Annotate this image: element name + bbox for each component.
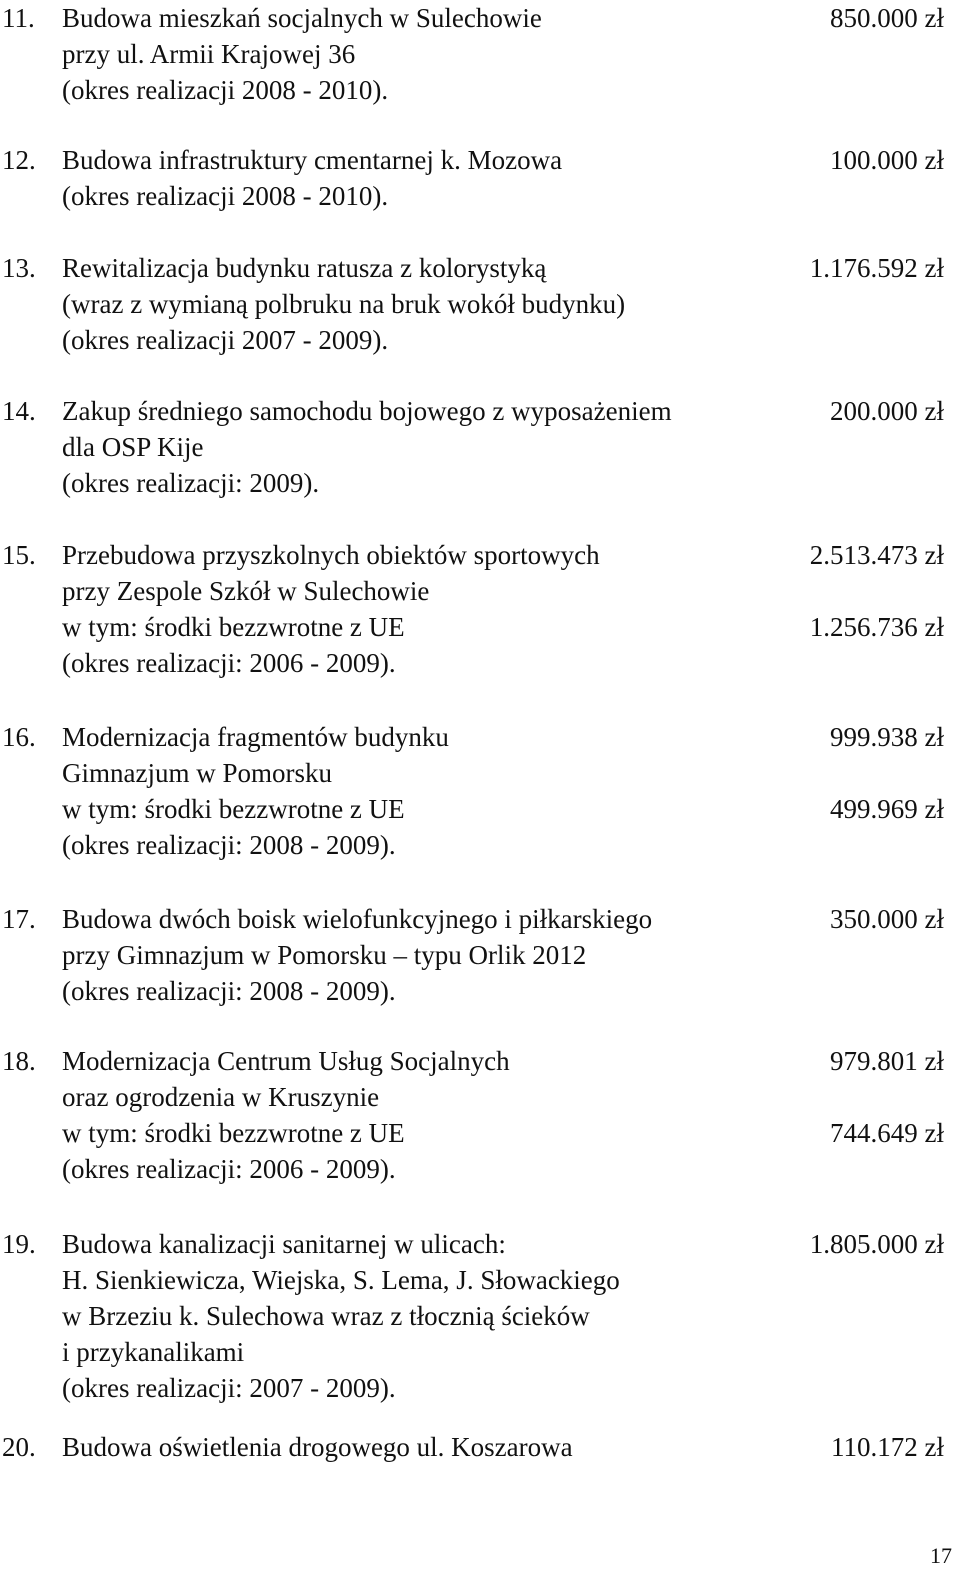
- item-text: w tym: środki bezzwrotne z UE: [62, 794, 405, 824]
- item-text: Modernizacja Centrum Usług Socjalnych: [62, 1046, 510, 1076]
- item-line: [0, 393, 960, 429]
- item-text: (okres realizacji: 2009).: [62, 468, 320, 498]
- item-amount: 1.176.592 zł: [809, 253, 944, 283]
- item-text: Gimnazjum w Pomorsku: [62, 758, 332, 788]
- item-amount: 999.938 zł: [830, 722, 944, 752]
- list-item-13: [0, 250, 960, 358]
- item-text: Budowa infrastruktury cmentarnej k. Mozowa: [62, 145, 563, 175]
- item-text: Budowa mieszkań socjalnych w Sulechowie: [62, 3, 542, 33]
- item-line: [0, 537, 960, 573]
- item-text: Modernizacja fragmentów budynku: [62, 722, 449, 752]
- item-amount: 2.513.473 zł: [809, 540, 944, 570]
- item-amount: 744.649 zł: [830, 1118, 944, 1148]
- item-line: [0, 573, 960, 609]
- item-number: 15.: [2, 540, 36, 570]
- item-number: 20.: [2, 1432, 36, 1462]
- item-line: [0, 1226, 960, 1262]
- list-item-17: [0, 901, 960, 1009]
- item-text: (okres realizacji: 2006 - 2009).: [62, 648, 396, 678]
- item-line: [0, 1298, 960, 1334]
- item-line: [0, 827, 960, 863]
- item-line: [0, 609, 960, 645]
- item-line: [0, 178, 960, 214]
- item-line: [0, 1334, 960, 1370]
- item-line: [0, 250, 960, 286]
- item-text: (okres realizacji 2008 - 2010).: [62, 181, 389, 211]
- item-number: 11.: [2, 3, 35, 33]
- item-line: [0, 901, 960, 937]
- item-line: [0, 142, 960, 178]
- item-amount: 850.000 zł: [830, 3, 944, 33]
- item-text: w Brzeziu k. Sulechowa wraz z tłocznią ścieków: [62, 1301, 590, 1331]
- item-text: przy ul. Armii Krajowej 36: [62, 39, 356, 69]
- item-line: [0, 0, 960, 36]
- item-number: 19.: [2, 1229, 36, 1259]
- item-number: 12.: [2, 145, 36, 175]
- item-line: [0, 465, 960, 501]
- item-amount: 350.000 zł: [830, 904, 944, 934]
- list-item-19: [0, 1226, 960, 1406]
- item-text: H. Sienkiewicza, Wiejska, S. Lema, J. Słowackiego: [62, 1265, 620, 1295]
- item-amount: 100.000 zł: [830, 145, 944, 175]
- item-number: 16.: [2, 722, 36, 752]
- item-text: Zakup średniego samochodu bojowego z wyposażeniem: [62, 396, 672, 426]
- item-amount: 1.256.736 zł: [809, 612, 944, 642]
- page-number: 17: [930, 1543, 952, 1568]
- item-line: [0, 1370, 960, 1406]
- item-text: (okres realizacji 2008 - 2010).: [62, 75, 389, 105]
- item-line: [0, 937, 960, 973]
- item-line: [0, 645, 960, 681]
- item-number: 14.: [2, 396, 36, 426]
- item-text: (okres realizacji: 2006 - 2009).: [62, 1154, 396, 1184]
- item-line: [0, 719, 960, 755]
- item-text: Budowa kanalizacji sanitarnej w ulicach:: [62, 1229, 506, 1259]
- item-line: [0, 1079, 960, 1115]
- list-item-11: [0, 0, 960, 108]
- list-item-18: [0, 1043, 960, 1187]
- item-line: [0, 1115, 960, 1151]
- item-text: (wraz z wymianą polbruku na bruk wokół budynku): [62, 289, 626, 319]
- list-item-15: [0, 537, 960, 681]
- list-item-16: [0, 719, 960, 863]
- item-text: Budowa oświetlenia drogowego ul. Koszarowa: [62, 1432, 573, 1462]
- item-line: [0, 973, 960, 1009]
- item-amount: 110.172 zł: [831, 1432, 944, 1462]
- item-text: Budowa dwóch boisk wielofunkcyjnego i piłkarskiego: [62, 904, 653, 934]
- item-text: oraz ogrodzenia w Kruszynie: [62, 1082, 380, 1112]
- list-item-14: [0, 393, 960, 501]
- item-amount: 499.969 zł: [830, 794, 944, 824]
- item-text: (okres realizacji 2007 - 2009).: [62, 325, 389, 355]
- item-text: przy Zespole Szkół w Sulechowie: [62, 576, 430, 606]
- item-line: [0, 1429, 960, 1465]
- item-line: [0, 286, 960, 322]
- item-text: (okres realizacji: 2007 - 2009).: [62, 1373, 396, 1403]
- item-line: [0, 72, 960, 108]
- item-text: w tym: środki bezzwrotne z UE: [62, 612, 405, 642]
- item-number: 18.: [2, 1046, 36, 1076]
- item-number: 17.: [2, 904, 36, 934]
- list-item-12: [0, 142, 960, 214]
- item-text: dla OSP Kije: [62, 432, 204, 462]
- item-amount: 979.801 zł: [830, 1046, 944, 1076]
- item-text: Przebudowa przyszkolnych obiektów sportowych: [62, 540, 600, 570]
- item-text: Rewitalizacja budynku ratusza z kolorystyką: [62, 253, 547, 283]
- item-line: [0, 429, 960, 465]
- item-amount: 1.805.000 zł: [809, 1229, 944, 1259]
- item-text: (okres realizacji: 2008 - 2009).: [62, 830, 396, 860]
- item-number: 13.: [2, 253, 36, 283]
- item-line: [0, 322, 960, 358]
- item-line: [0, 36, 960, 72]
- item-line: [0, 755, 960, 791]
- list-item-20: [0, 1429, 960, 1465]
- item-text: w tym: środki bezzwrotne z UE: [62, 1118, 405, 1148]
- item-text: i przykanalikami: [62, 1337, 245, 1367]
- item-text: (okres realizacji: 2008 - 2009).: [62, 976, 396, 1006]
- item-line: [0, 1262, 960, 1298]
- item-amount: 200.000 zł: [830, 396, 944, 426]
- item-line: [0, 791, 960, 827]
- item-line: [0, 1151, 960, 1187]
- item-text: przy Gimnazjum w Pomorsku – typu Orlik 2012: [62, 940, 587, 970]
- item-line: [0, 1043, 960, 1079]
